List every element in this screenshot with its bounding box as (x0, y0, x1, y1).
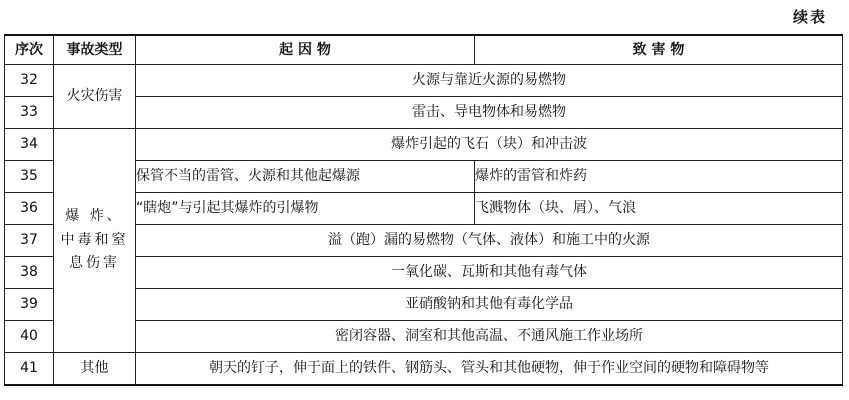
type-explosion-line: 爆 炸、 (65, 207, 124, 224)
row-text: 一氧化碳、瓦斯和其他有毒气体 (136, 257, 843, 289)
row-harm: 爆炸的雷管和炸药 (475, 161, 843, 193)
type-explosion-line: 中毒和窒 (60, 231, 129, 248)
row-text: 亚硝酸钠和其他有毒化学品 (136, 289, 843, 321)
row-number: 35 (5, 161, 54, 193)
header-row (5, 35, 843, 65)
row-number: 36 (5, 193, 54, 225)
header-harm: 致 害 物 (475, 35, 843, 65)
table-row (5, 353, 843, 386)
row-text: 密闭容器、洞室和其他高温、不通风施工作业场所 (136, 321, 843, 353)
row-number: 39 (5, 289, 54, 321)
type-explosion-line: 息伤害 (69, 255, 120, 272)
row-number: 32 (5, 65, 54, 97)
row-text: 火源与靠近火源的易燃物 (136, 65, 843, 97)
table-row (5, 65, 843, 97)
row-number: 33 (5, 97, 54, 129)
type-other: 其他 (54, 353, 136, 386)
row-harm: 飞溅物体（块、屑）、气浪 (475, 193, 843, 225)
row-number: 34 (5, 129, 54, 161)
header-type: 事故类型 (54, 35, 136, 65)
type-explosion (54, 129, 136, 353)
table-row (5, 129, 843, 161)
row-cause: “瞎炮”与引起其爆炸的引爆物 (136, 193, 475, 225)
row-number: 40 (5, 321, 54, 353)
row-number: 37 (5, 225, 54, 257)
continued-label: 续表 (792, 8, 827, 26)
row-text: 溢（跑）漏的易燃物（气体、液体）和施工中的火源 (136, 225, 843, 257)
header-no: 序次 (5, 35, 54, 65)
row-cause: 保管不当的雷管、火源和其他起爆源 (136, 161, 475, 193)
accident-table (4, 34, 843, 386)
row-number: 38 (5, 257, 54, 289)
type-fire: 火灾伤害 (54, 65, 136, 129)
row-number: 41 (5, 353, 54, 386)
row-text: 爆炸引起的飞石（块）和冲击波 (136, 129, 843, 161)
row-text: 朝天的钉子，伸于面上的铁件、钢筋头、管头和其他硬物，伸于作业空间的硬物和障碍物等 (136, 353, 843, 386)
row-text: 雷击、导电物体和易燃物 (136, 97, 843, 129)
header-cause: 起 因 物 (136, 35, 475, 65)
